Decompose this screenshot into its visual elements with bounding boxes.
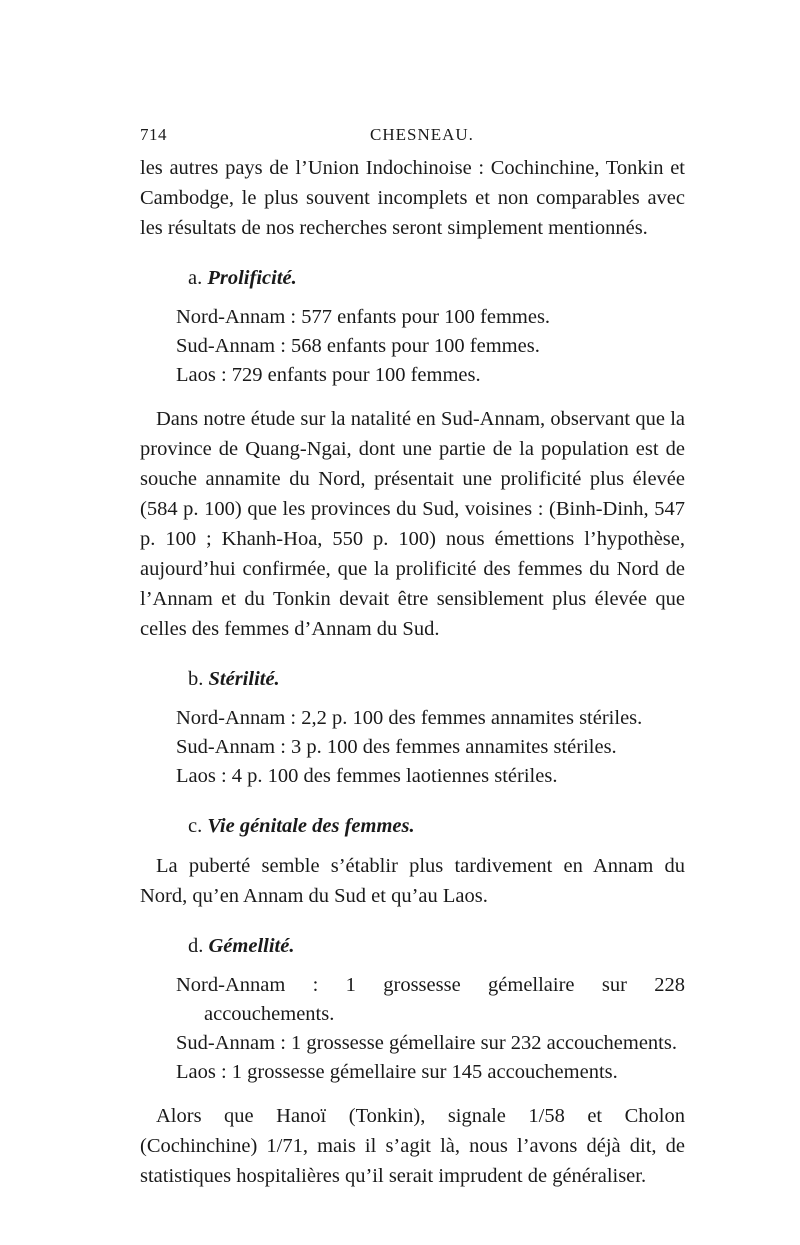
vie-genitale-paragraph: La puberté semble s’établir plus tardivement en Annam du Nord, qu’en Annam du Sud et qu’au Laos. [140, 855, 685, 907]
section-b-title: Stérilité. [208, 668, 280, 690]
sterilite-line-nord: Nord-Annam : 2,2 p. 100 des femmes annamites stériles. [176, 707, 643, 729]
gemellite-line-laos: Laos : 1 grossesse gémellaire sur 145 accouchements. [176, 1061, 618, 1083]
section-a-title: Prolificité. [207, 267, 297, 289]
running-title: CHESNEAU. [370, 125, 474, 144]
prolificite-line-laos: Laos : 729 enfants pour 100 femmes. [176, 364, 481, 386]
gemellite-line-sud: Sud-Annam : 1 grossesse gémellaire sur 232 accouchements. [176, 1032, 677, 1054]
prolificite-line-nord: Nord-Annam : 577 enfants pour 100 femmes. [176, 306, 551, 328]
section-d-title: Gémellité. [208, 935, 295, 957]
section-c-letter: c. [188, 815, 203, 837]
page-body [140, 153, 685, 1191]
page-number: 714 [140, 125, 167, 144]
section-d-heading [188, 931, 685, 961]
section-d-letter: d. [188, 935, 204, 957]
sterilite-line-sud: Sud-Annam : 3 p. 100 des femmes annamites stériles. [176, 736, 617, 758]
gemellite-line-nord: Nord-Annam : 1 grossesse gémellaire sur 228 accouchements. [176, 974, 685, 1025]
sterilite-line-laos: Laos : 4 p. 100 des femmes laotiennes stériles. [176, 765, 558, 787]
intro-paragraph: les autres pays de l’Union Indochinoise : Cochinchine, Tonkin et Cambodge, le plus souvent incomplets et non comparables avec les résultats de nos recherches seront simplement mentionnés. [140, 157, 685, 239]
section-c-title: Vie génitale des femmes. [207, 815, 415, 837]
section-b-heading [188, 664, 685, 694]
section-b-letter: b. [188, 668, 204, 690]
gemellite-paragraph: Alors que Hanoï (Tonkin), signale 1/58 et Cholon (Cochinchine) 1/71, mais il s’agit là, nous l’avons déjà dit, de statistiques hospitalières qu’il serait imprudent de généraliser. [140, 1105, 685, 1187]
section-c-heading [188, 811, 685, 841]
running-header [140, 120, 680, 150]
prolificite-paragraph: Dans notre étude sur la natalité en Sud-Annam, observant que la province de Quang-Ngai, dont une partie de la population est de souche annamite du Nord, présentait une prolificité plus élevée (584 p. 100) que les provinces du Sud, voisines : (Binh-Dinh, 547 p. 100 ; Khanh-Hoa, 550 p. 100) nous émettions l’hypothèse, aujourd’hui confirmée, que la prolificité des femmes du Nord de l’Annam et du Tonkin devait être sensiblement plus élevée que celles des femmes d’Annam du Sud. [140, 408, 685, 640]
section-a-letter: a. [188, 267, 203, 289]
prolificite-line-sud: Sud-Annam : 568 enfants pour 100 femmes. [176, 335, 540, 357]
section-a-heading [188, 263, 685, 293]
